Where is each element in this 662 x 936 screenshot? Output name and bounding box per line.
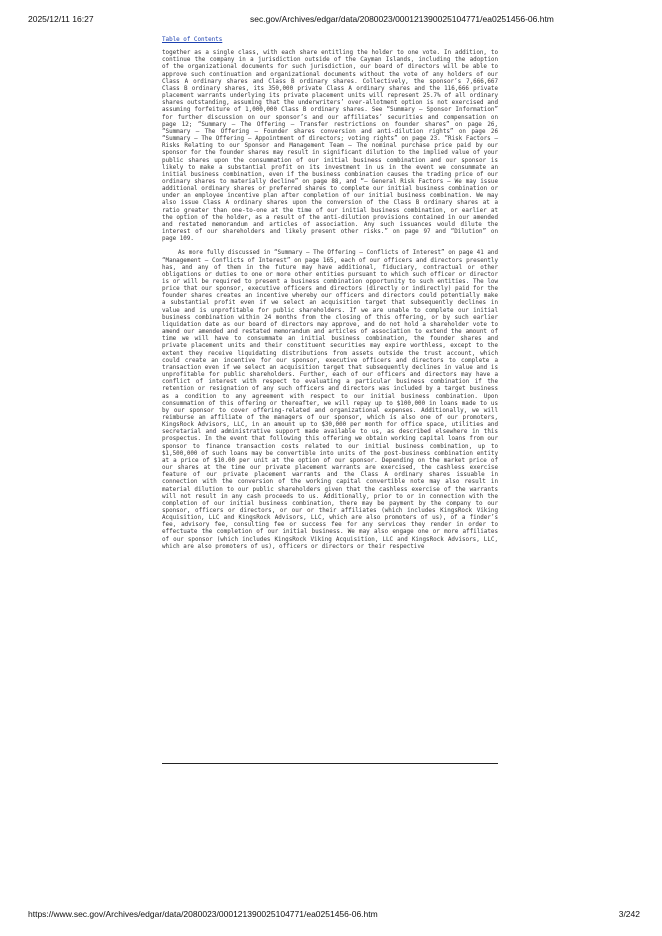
page-number: 3/242 (618, 909, 640, 919)
print-date: 2025/12/11 16:27 (28, 14, 94, 24)
browser-print-footer (28, 909, 640, 921)
paragraph-conflicts-of-interest: As more fully discussed in “Summary — The Offering — Conflicts of Interest” on page 41 and “Management — Conflicts of Interest” on page 165, each of our officers and directors presently has, and any of them in the future may have additional, fiduciary, contractual or other obligations or duties to one or more other entities pursuant to which such officer or director is or will be required to present a business combination opportunity to such entities. The low price that our sponsor, executive officers and directors (directly or indirectly) paid for the founder shares creates an incentive whereby our officers and directors could potentially make a substantial profit even if we select an acquisition target that subsequently declines in value and is unprofitable for public shareholders. If we are unable to complete our initial business combination within 24 months from the closing of this offering, or by such earlier liquidation date as our board of directors may approve, and do not hold a shareholder vote to amend our amended and restated memorandum and articles of association to extend the amount of time we will have to consummate an initial business combination, the founder shares and private placement units and their constituent securities may expire worthless, except to the extent they receive liquidating distributions from assets outside the trust account, which could create an incentive for our sponsor, executive officers and directors to complete a transaction even if we select an acquisition target that subsequently declines in value and is unprofitable for public shareholders. Further, each of our officers and directors may have a conflict of interest with respect to evaluating a particular business combination if the retention or resignation of any such officers and directors was included by a target business as a condition to any agreement with respect to our initial business combination. Upon consummation of this offering or thereafter, we will repay up to $100,000 in loans made to us by our sponsor to cover offering-related and organizational expenses. Additionally, we will reimburse an affiliate of the managers of our sponsor, which is also one of our promoters, KingsRock Advisors, LLC, in an amount up to $30,000 per month for office space, utilities and secretarial and administrative support made available to us, as described elsewhere in this prospectus. In the event that following this offering we obtain working capital loans from our sponsor to finance transaction costs related to our initial business combination, up to $1,500,000 of such loans may be convertible into units of the post-business combination entity at a price of $10.00 per unit at the option of our sponsor. Depending on the market price of our shares at the time our private placement warrants are exercised, the cashless exercise feature of our private placement warrants and the Class A ordinary shares issuable in connection with the conversion of the working capital convertible note may also result in material dilution to our public shareholders given that the cashless exercise of the warrants will not result in any cash proceeds to us. Additionally, prior to or in connection with the completion of our initial business combination, there may be payment by the company to our sponsor, officers or directors, or our or their affiliates (which includes KingsRock Viking Acquisition, LLC and KingsRock Advisors, LLC, which are also promoters of us), of a finder’s fee, advisory fee, consulting fee or success fee for any services they render in order to effectuate the completion of our initial business. We may also engage one or more affiliates of our sponsor (which includes KingsRock Viking Acquisition, LLC and KingsRock Advisors, LLC, which are also promoters of us), officers or directors or their respective (162, 250, 498, 550)
document-body (162, 37, 498, 551)
paragraph-continuation: together as a single class, with each share entitling the holder to one vote. In addition, to continue the company in a jurisdiction outside of the Cayman Islands, including the adoption of the organizational documents for such jurisdiction, our board of directors will be able to approve such continuation and organizational documents without the vote of any holders of our Class A ordinary shares and Class B ordinary shares. Collectively, the sponsor’s 7,666,667 Class B ordinary shares, its 350,000 private Class A ordinary shares and the 116,666 private placement warrants underlying its private placement units will represent 25.7% of all ordinary shares outstanding, assuming that the underwriters’ over-allotment option is not exercised and assuming forfeiture of 1,000,000 Class B ordinary shares. See “Summary — Sponsor Information” for further discussion on our sponsor’s and our affiliates’ securities and compensation on page 12; “Summary — The Offering — Transfer restrictions on founder shares” on page 26, “Summary — The Offering — Founder shares conversion and anti-dilution rights” on page 26 “Summary — The Offering — Appointment of directors; voting rights” on page 23. “Risk Factors — Risks Relating to our Sponsor and Management Team — The nominal purchase price paid by our sponsor for the founder shares may result in significant dilution to the implied value of your public shares upon the consummation of our initial business combination and our sponsor is likely to make a substantial profit on its investment in us in the event we consummate an initial business combination, even if the business combination causes the trading price of our ordinary shares to materially decline” on page 88, and “— General Risk Factors — We may issue additional ordinary shares or preferred shares to complete our initial business combination or under an employee incentive plan after completion of our initial business combination. We may also issue Class A ordinary shares upon the conversion of the Class B ordinary shares at a ratio greater than one-to-one at the time of our initial business combination, or earlier at the option of the holder, as a result of the anti-dilution provisions contained in our amended and restated memorandum and articles of association. Any such issuances would dilute the interest of our shareholders and likely present other risks.” on page 97 and “Dilution” on page 109. (162, 50, 498, 243)
page-divider (162, 763, 498, 764)
browser-print-header (28, 14, 640, 28)
table-of-contents-link[interactable]: Table of Contents (162, 37, 223, 43)
footer-url: https://www.sec.gov/Archives/edgar/data/2080023/000121390025104771/ea0251456-06.htm (28, 909, 378, 919)
page-url-title: sec.gov/Archives/edgar/data/2080023/000121390025104771/ea0251456-06.htm (250, 14, 554, 24)
